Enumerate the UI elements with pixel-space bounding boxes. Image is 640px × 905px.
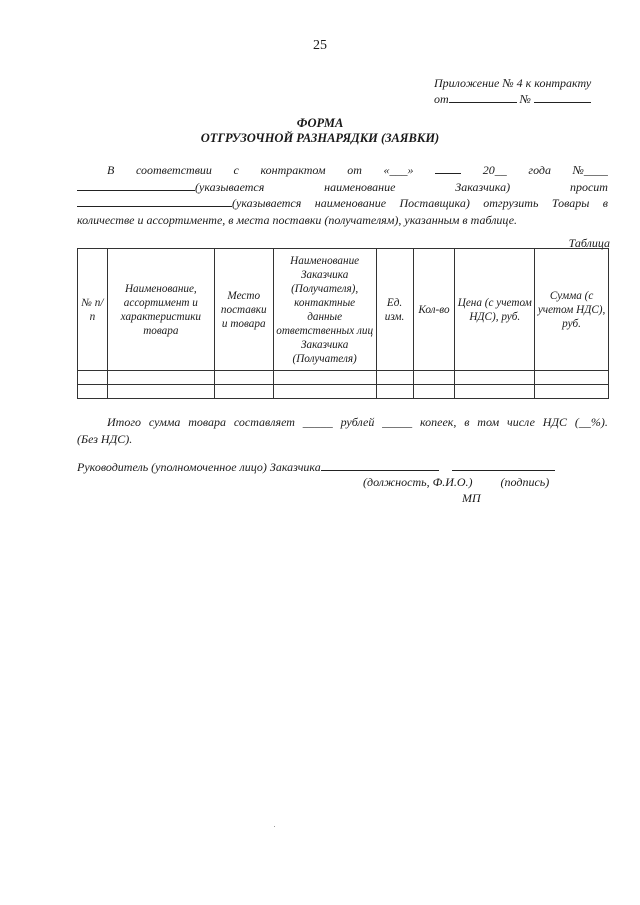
caption-position: (должность, Ф.И.О.) (363, 475, 473, 489)
header-unit: Ед. изм. (376, 249, 413, 371)
header-delivery-place: Место поставки и товара (214, 249, 273, 371)
signature-line (77, 459, 555, 475)
shipment-table (77, 248, 609, 399)
header-price: Цена (с учетом НДС), руб. (455, 249, 535, 371)
intro-line-4: количестве и ассортименте, в места поставки (получателям), указанным в таблице. (77, 212, 518, 227)
header-sum: Сумма (с учетом НДС), руб. (535, 249, 609, 371)
intro-line-1: В соответствии с контрактом от «___» 20__ года №____ (107, 163, 608, 177)
stamp-place: МП (462, 491, 481, 505)
intro-line-3: (указывается наименование Поставщика) отгрузить Товары в (77, 195, 608, 212)
header-product-name: Наименование, ассортимент и характеристики товара (107, 249, 214, 371)
total-line-1: Итого сумма товара составляет _____ рублей _____ копеек, в том числе НДС (__%). (107, 415, 608, 429)
form-title-line-2: ОТГРУЗОЧНОЙ РАЗНАРЯДКИ (ЗАЯВКИ) (200, 131, 440, 145)
header-number: № п/п (78, 249, 108, 371)
intro-paragraph (77, 162, 608, 228)
appendix-line-2: от № (434, 91, 591, 107)
position-blank[interactable] (321, 459, 439, 471)
table-row (78, 385, 609, 399)
total-line-2: (Без НДС). (77, 432, 133, 446)
intro-line-2: (указывается наименование Заказчика) просит (77, 179, 608, 196)
header-quantity: Кол-во (413, 249, 455, 371)
table-header-row (78, 249, 609, 371)
table-row (78, 371, 609, 385)
form-title (0, 116, 640, 146)
page-number: 25 (313, 38, 327, 53)
appendix-reference (434, 75, 591, 107)
header-customer: Наименование Заказчика (Получателя), контактные данные ответственных лиц Заказчика (Получателя) (273, 249, 376, 371)
total-sum-paragraph (77, 414, 608, 448)
signature-label: Руководитель (уполномоченное лицо) Заказчика (77, 460, 321, 474)
signature-captions (363, 475, 549, 490)
sign-blank[interactable] (452, 459, 555, 471)
caption-sign: (подпись) (500, 475, 550, 489)
form-title-line-1: ФОРМА (296, 116, 344, 130)
appendix-line-1: Приложение № 4 к контракту (434, 76, 592, 90)
table-caption: Таблица (568, 236, 610, 250)
scan-speck (274, 826, 275, 827)
